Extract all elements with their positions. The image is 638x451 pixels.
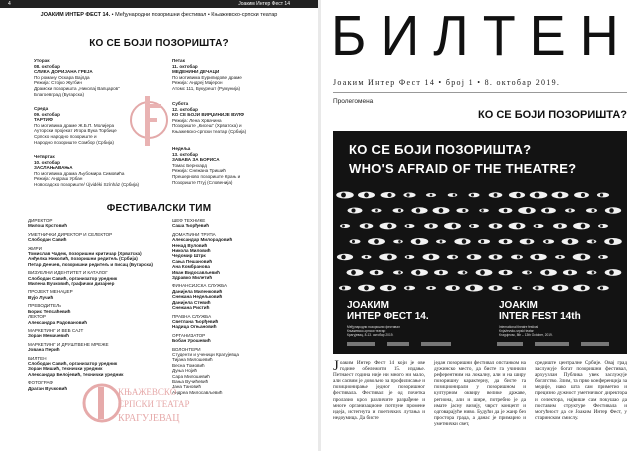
program-day: Петак bbox=[172, 58, 185, 63]
program-line: Благоевград (Бугарска) bbox=[34, 91, 84, 97]
page-header-title: Јоаким Интер Фест 14 bbox=[238, 1, 290, 7]
eye-pupil bbox=[471, 225, 474, 228]
team-role: ВОЛОНТЕРИ bbox=[172, 346, 201, 352]
team-name: Зоран Мемачевић bbox=[28, 333, 69, 339]
eye-pupil bbox=[439, 208, 444, 213]
team-name: Весна Томовић bbox=[172, 362, 205, 368]
eye-shape bbox=[533, 224, 543, 228]
team-name: Здравко Милетић bbox=[172, 275, 213, 281]
article-text: један позоришни фестивал опстанком на дужинско место, да бисте га учинили референтним на локалну, али и на ширу позоришну карактерну, да бисте га позиционирали у позоришном и културном оквиру велике државе, региона, али и шире, потребно је да имате јасну визију, чврст концепт и одговарајуће ниво. Будући да је жанр без простора града, а данас је примарно и уметнички свет, bbox=[434, 360, 526, 427]
program-date: 10. октобар bbox=[34, 159, 60, 165]
program-line: Томас Бернхард bbox=[172, 162, 207, 168]
eye-shape bbox=[479, 209, 489, 213]
eye-pupil bbox=[545, 208, 549, 212]
poster-info-line: Kragujevac, 8th – 13th October, 2019. bbox=[499, 333, 553, 337]
team-role: ЛЕКТОР bbox=[28, 314, 46, 320]
eye-pupil bbox=[453, 194, 456, 197]
eye-pupil bbox=[494, 193, 498, 197]
divider bbox=[333, 92, 627, 93]
poster-title-left bbox=[347, 300, 429, 322]
eye-pupil bbox=[535, 286, 538, 289]
eye-pupil bbox=[430, 194, 433, 197]
eye-shape bbox=[469, 224, 479, 228]
team-name: Сара Милошевић bbox=[172, 373, 210, 379]
team-name: Драган Вучковић bbox=[28, 385, 68, 391]
team-role: МАРКЕТИНГ И ВЕБ САЈТ bbox=[28, 327, 84, 333]
team-name: Борис Тепсаћевић bbox=[28, 308, 71, 314]
eye-pupil bbox=[471, 193, 474, 196]
eye-pupil bbox=[600, 193, 603, 196]
poster-info-line: Књажевско-српски театар bbox=[347, 329, 386, 333]
team-name: Милена Вучковић, графички дизајнер bbox=[28, 281, 115, 287]
eye-pupil bbox=[504, 271, 508, 275]
eye-pupil bbox=[365, 256, 368, 259]
eye-pupil bbox=[341, 255, 345, 259]
eye-pupil bbox=[568, 271, 572, 275]
eye-pupil bbox=[387, 193, 391, 197]
eye-shape bbox=[512, 286, 522, 290]
eye-pupil bbox=[535, 193, 540, 198]
program-line: Ауторски пројекат Игора Вука Торбице bbox=[34, 128, 117, 134]
poster-info-line: Међународни позоришни фестивал bbox=[347, 325, 400, 329]
masthead: БИЛТЕН bbox=[331, 4, 633, 68]
program-line: Позориште Птуј (Словенија) bbox=[172, 179, 233, 185]
team-role: ПРЕВОДИТЕЉ bbox=[28, 303, 61, 309]
eye-pupil bbox=[398, 271, 401, 274]
program-line: Народно позориште Сомбор (Србија) bbox=[34, 139, 114, 145]
program-day: Четвртак bbox=[34, 154, 55, 159]
eye-pupil bbox=[416, 208, 420, 212]
masthead-subline: Јоаким Интер Фест 14 • број 1 • 8. октобар 2019. bbox=[333, 78, 561, 87]
team-name: Тијана Милошевић bbox=[172, 357, 213, 363]
team-name: Слободан Савић, организатор уредник bbox=[28, 275, 118, 281]
logo-text-line1: КЊАЖЕВСКО bbox=[118, 387, 177, 397]
team-role: ВИЗУЕЛНИ ИДЕНТИТЕТ И КАТАЛОГ bbox=[28, 270, 108, 276]
team-name: Чедомир Штрк bbox=[172, 253, 206, 259]
poster-title-line: ИНТЕР ФЕСТ 14. bbox=[347, 311, 429, 322]
poster-info-line: International theatre festival bbox=[499, 325, 539, 329]
poster-title-line: INTER FEST 14th bbox=[499, 311, 581, 322]
team-role: ПРОЈЕКТ МЕНАЏЕР bbox=[28, 289, 73, 295]
team-right-column bbox=[172, 218, 292, 395]
team-name: Анђелка Николић, позоришни редитељ (Србија) bbox=[28, 256, 138, 262]
page-header-bar bbox=[0, 0, 318, 8]
eye-pupil bbox=[536, 225, 539, 228]
program-line: Режија: Лена Хрвачина bbox=[172, 117, 222, 123]
eye-pupil bbox=[527, 271, 530, 274]
eye-shape bbox=[587, 240, 597, 244]
eye-pupil bbox=[430, 287, 433, 290]
program-entry bbox=[34, 154, 144, 188]
eye-pupil bbox=[375, 209, 378, 212]
eye-pupil bbox=[452, 224, 457, 229]
program-line: По мотивима драма Љубомира Симовића bbox=[34, 170, 125, 176]
eye-pupil bbox=[600, 286, 603, 289]
eye-pupil bbox=[352, 240, 355, 243]
program-line: По мотивима Еурипидове драме bbox=[172, 74, 242, 80]
eye-pupil bbox=[558, 286, 563, 291]
festival-poster bbox=[333, 131, 627, 354]
eye-pupil bbox=[481, 209, 484, 212]
eye-pupil bbox=[526, 208, 531, 213]
team-name: Јана Тановић bbox=[172, 384, 202, 390]
team-name: Томислав Чадеж, позоришни критичар (Хрватска) bbox=[28, 251, 142, 257]
program-line: Српско народно позориште и bbox=[34, 133, 97, 139]
eye-pupil bbox=[600, 256, 603, 259]
eye-pupil bbox=[351, 270, 356, 275]
eye-pupil bbox=[545, 240, 548, 243]
eye-pupil bbox=[470, 286, 475, 291]
program-line: Прешерново позориште Крањ и bbox=[172, 173, 241, 179]
program-title: СЛИКА ДОРИЈАНА ГРЕЈА bbox=[34, 69, 93, 75]
program-heading: КО СЕ БОЈИ ПОЗОРИШТА? bbox=[89, 38, 229, 49]
eyes-group bbox=[336, 191, 622, 291]
team-name: Светлана Ђорђевић bbox=[172, 318, 219, 324]
eye-pupil bbox=[387, 286, 391, 290]
team-name: Александра Радовановић bbox=[28, 319, 88, 325]
eye-pupil bbox=[480, 270, 485, 275]
program-line: Режија: Стојко Жугбин bbox=[34, 80, 82, 86]
eye-pupil bbox=[364, 286, 369, 291]
eye-pupil bbox=[581, 193, 585, 197]
poster-question-sr: КО СЕ БОЈИ ПОЗОРИШТА? bbox=[349, 142, 532, 157]
eye-pupil bbox=[609, 270, 614, 275]
poster-title-right bbox=[499, 300, 581, 322]
team-name: Снежана Ристић bbox=[172, 305, 210, 311]
program-date: 12. октобар bbox=[172, 106, 198, 112]
team-name: Снежана Недељковић bbox=[172, 294, 223, 300]
poster-info-left bbox=[347, 325, 467, 337]
program-title: ЗАБАВА ЗА БОРИСА bbox=[172, 157, 220, 163]
eye-pupil bbox=[416, 239, 421, 244]
eye-shape bbox=[587, 271, 597, 275]
article-headline: КО СЕ БОЈИ ПОЗОРИШТА? bbox=[478, 109, 627, 121]
eye-shape bbox=[598, 255, 608, 259]
team-name: Бобан Урошевић bbox=[172, 338, 211, 344]
eye-pupil bbox=[375, 271, 379, 275]
program-title: МЕДЕНИНИ ДЕЧАЦИ bbox=[172, 69, 220, 75]
program-day: Уторак bbox=[34, 58, 50, 63]
festival-line-bold: ЈОАКИМ ИНТЕР ФЕСТ 14. bbox=[40, 12, 111, 18]
eye-pupil bbox=[517, 287, 520, 290]
team-name: Никола Миловић bbox=[172, 248, 211, 254]
team-name: Саша Ђорђевић bbox=[172, 223, 210, 229]
article-text: оаким Интер Фест 14 који је ове године обележити 15. издање. Петнаест година није ни много ни мало, али сасвим је довољно за профилисање и позиционирање једног позоришног фестивала. Фестивал је од почетка пролазио кроз различите разрађене и многе организационе потпуне промене идеја, истегнута и поетичких лутања и недоумица. Да бисте bbox=[333, 360, 425, 421]
program-line: Позориште „Кисеш“ (Хрватска) и bbox=[172, 123, 242, 129]
team-name: Данијела Стевић bbox=[172, 299, 211, 305]
eye-pupil bbox=[504, 209, 508, 213]
team-name: Слободан Савић bbox=[28, 237, 67, 243]
poster-info-right bbox=[499, 325, 619, 337]
team-name: Данијела Миленковић bbox=[172, 288, 223, 294]
team-role: ДИРЕКТОР bbox=[28, 218, 53, 223]
team-role: УМЕТНИЧКИ ДИРЕКТОР И СЕЛЕКТОР bbox=[28, 231, 113, 237]
team-name: Студенти и ученици Крагујевца bbox=[172, 351, 239, 357]
program-line: Књажевско-српски театар (Србија) bbox=[172, 128, 247, 134]
festival-line bbox=[0, 12, 318, 18]
team-name: Надица Огњановић bbox=[172, 324, 217, 330]
festival-logo-icon bbox=[128, 90, 170, 150]
program-line: Атомс 111, Букурешт (Румунија) bbox=[172, 85, 241, 91]
eye-pupil bbox=[407, 225, 410, 228]
article-column-3 bbox=[535, 360, 627, 421]
eye-pupil bbox=[440, 240, 443, 243]
program-line: Режија: Андраш Урбан bbox=[34, 176, 83, 182]
team-name: Андреа Милосављевић bbox=[172, 389, 223, 395]
eye-pupil bbox=[558, 224, 562, 228]
eye-pupil bbox=[406, 286, 409, 289]
eye-pupil bbox=[462, 239, 466, 243]
page-number: 4 bbox=[8, 1, 11, 7]
eye-pupil bbox=[364, 193, 369, 198]
eye-pupil bbox=[494, 255, 498, 259]
team-name: Сања Пешановић bbox=[172, 258, 213, 264]
program-entry bbox=[172, 101, 292, 135]
sponsor-logos-icon bbox=[347, 341, 613, 347]
eye-pupil bbox=[406, 193, 409, 196]
team-role: ШЕФ ТЕХНИКЕ bbox=[172, 218, 206, 223]
program-line: По мотивима драме Ж.Б.П. Молијера bbox=[34, 122, 115, 128]
program-date: 13. октобар bbox=[172, 151, 198, 157]
program-date: 11. октобар bbox=[172, 63, 198, 69]
team-left-column bbox=[28, 218, 168, 391]
program-day: Недеља bbox=[172, 146, 191, 151]
program-line: Режија: Снежана Тришић bbox=[172, 168, 226, 174]
eye-shape bbox=[340, 224, 350, 228]
program-line: По роману Оскара Вајлда bbox=[34, 74, 90, 80]
eye-pupil bbox=[535, 255, 540, 260]
program-line: Режија: Андреј Мајерон bbox=[172, 80, 223, 86]
eye-pupil bbox=[416, 270, 421, 275]
eye-pupil bbox=[504, 240, 508, 244]
team-name: Петар Денчев, позоришни редитељ и писац (Бугарска) bbox=[28, 261, 153, 267]
team-name: Јована Перић bbox=[28, 347, 60, 353]
right-page bbox=[321, 0, 638, 451]
article-text: средиште централне Србије. Овај град заслужује богат позоришни фестивал, архуузлан Публика увек заслужује богатство. Злим, та прво конференција за медије, иако шта сам приметио и прецизно дужност уметничког директора и селектора, највише сам покушао да поставим структуре Фестивала и могућност да се Јоаким Интер Фест, у старинском смислу. bbox=[535, 360, 627, 421]
eye-pupil bbox=[398, 209, 401, 212]
team-name: Милош Крстовић bbox=[28, 223, 68, 229]
eye-pupil bbox=[581, 224, 586, 229]
eye-pupil bbox=[545, 270, 550, 275]
eye-pupil bbox=[559, 256, 562, 259]
dropcap: Ј bbox=[333, 358, 339, 374]
team-name: Дуња Нојић bbox=[172, 368, 198, 374]
eye-pupil bbox=[429, 224, 433, 228]
eye-pupil bbox=[342, 286, 345, 289]
eye-pupil bbox=[341, 193, 346, 198]
eye-pupil bbox=[407, 256, 410, 259]
eyes-illustration-icon bbox=[333, 187, 627, 297]
team-role: ПРАВНА СЛУЖБА bbox=[172, 313, 212, 319]
eye-pupil bbox=[452, 255, 455, 258]
eye-pupil bbox=[462, 209, 465, 212]
poster-title-line: ЈОАКИМ bbox=[347, 300, 389, 311]
eye-pupil bbox=[481, 240, 484, 243]
eye-pupil bbox=[592, 240, 595, 243]
team-name: Зоран Мишић, технички уредник bbox=[28, 366, 103, 372]
program-entry bbox=[172, 58, 292, 92]
team-role: ДОМАЋИНИ ТРУПА bbox=[172, 231, 216, 237]
program-title: ЗАСЛАЊАВАЊА bbox=[34, 165, 73, 171]
eye-pupil bbox=[609, 239, 614, 244]
poster-title-line: JOAKIM bbox=[499, 300, 538, 311]
team-role: БИЛТЕН bbox=[28, 355, 47, 361]
eye-shape bbox=[393, 240, 403, 244]
section-label: Пролегомена bbox=[333, 98, 374, 105]
eye-shape bbox=[598, 224, 608, 228]
eye-pupil bbox=[516, 193, 520, 197]
eye-pupil bbox=[342, 225, 345, 228]
eye-pupil bbox=[494, 224, 498, 228]
team-name: Александар Милорадовић bbox=[172, 237, 233, 243]
program-title: КО СЕ БОЈИ ВИРЏИНИЈЕ ВУЛФ bbox=[172, 112, 245, 118]
program-day: Субота bbox=[172, 101, 189, 106]
team-role: ФОТОГРАФ bbox=[28, 380, 53, 386]
festival-line-rest: • Међународни позоришни фестивал • Књажевско-српски театар bbox=[110, 12, 278, 18]
eye-pupil bbox=[365, 224, 369, 228]
eye-pupil bbox=[494, 286, 498, 290]
eye-pupil bbox=[581, 286, 586, 291]
eye-pupil bbox=[470, 255, 474, 259]
eye-pupil bbox=[439, 271, 443, 275]
eye-pupil bbox=[558, 193, 563, 198]
eye-pupil bbox=[517, 255, 520, 258]
team-role: ОРГАНИЗАТОР bbox=[172, 332, 206, 338]
team-role: МАРКЕТИНГ И ДРУШТВЕНЕ МРЕЖЕ bbox=[28, 341, 109, 347]
program-day: Среда bbox=[34, 106, 49, 111]
team-role: ФИНАНСИЈСКА СЛУЖБА bbox=[172, 283, 228, 289]
article-column-1 bbox=[333, 360, 425, 421]
eye-pupil bbox=[526, 239, 530, 243]
eye-pupil bbox=[374, 239, 379, 244]
poster-question-en: WHO'S AFRAID OF THE THEATRE? bbox=[349, 161, 577, 176]
team-name: Ана Комбранова bbox=[172, 264, 210, 270]
article-column-2 bbox=[434, 360, 526, 427]
eye-pupil bbox=[463, 271, 466, 274]
team-role: ЖИРИ bbox=[28, 245, 42, 251]
eye-pupil bbox=[592, 271, 595, 274]
poster-info-line: Крагујевац, 8-13. октобар 2019. bbox=[347, 333, 394, 337]
program-line: Новосадско позориште/ Újvidéki Színház (Србија) bbox=[34, 181, 140, 187]
logo-text-line3: КРАГУЈЕВАЦ bbox=[118, 413, 180, 424]
eye-pupil bbox=[387, 255, 392, 260]
left-page bbox=[0, 0, 318, 451]
eye-pupil bbox=[591, 209, 594, 212]
eye-pupil bbox=[452, 286, 456, 290]
eye-shape bbox=[405, 255, 415, 259]
eye-pupil bbox=[581, 255, 586, 260]
logo-text-line2: СРПСКИ ТЕАТАР bbox=[118, 399, 190, 409]
team-name: Александар Белојевић, технички уредник bbox=[28, 371, 124, 377]
team-name: Иван Видосављевић bbox=[172, 269, 220, 275]
eye-pupil bbox=[569, 209, 572, 212]
eye-pupil bbox=[387, 224, 392, 229]
eye-shape bbox=[393, 270, 403, 274]
program-entry bbox=[172, 146, 292, 185]
eye-shape bbox=[458, 271, 468, 275]
eye-pupil bbox=[429, 255, 434, 260]
eye-pupil bbox=[516, 224, 521, 229]
eye-pupil bbox=[398, 240, 401, 243]
team-name: Слободан Савић, организатор уредник bbox=[28, 360, 118, 366]
team-name: Ненад Вуловић bbox=[172, 242, 208, 248]
eye-pupil bbox=[600, 225, 603, 228]
eye-shape bbox=[404, 224, 414, 228]
program-line: Драмски позоришта „Николај Вапцаров“ bbox=[34, 85, 120, 91]
program-title: ТАРТИФ bbox=[34, 117, 53, 123]
eye-shape bbox=[448, 193, 458, 197]
team-name: Вујо Лучић bbox=[28, 294, 54, 300]
eye-pupil bbox=[609, 208, 613, 212]
team-name: Вања Вучићевић bbox=[172, 378, 209, 384]
eye-pupil bbox=[351, 208, 355, 212]
poster-info-line: Knjaževsko-srpski teatar bbox=[499, 329, 534, 333]
eye-shape bbox=[522, 271, 532, 275]
eye-pupil bbox=[568, 239, 573, 244]
program-date: 09. октобар bbox=[34, 111, 60, 117]
program-date: 08. октобар bbox=[34, 63, 60, 69]
team-heading: ФЕСТИВАЛСКИ ТИМ bbox=[106, 203, 212, 214]
